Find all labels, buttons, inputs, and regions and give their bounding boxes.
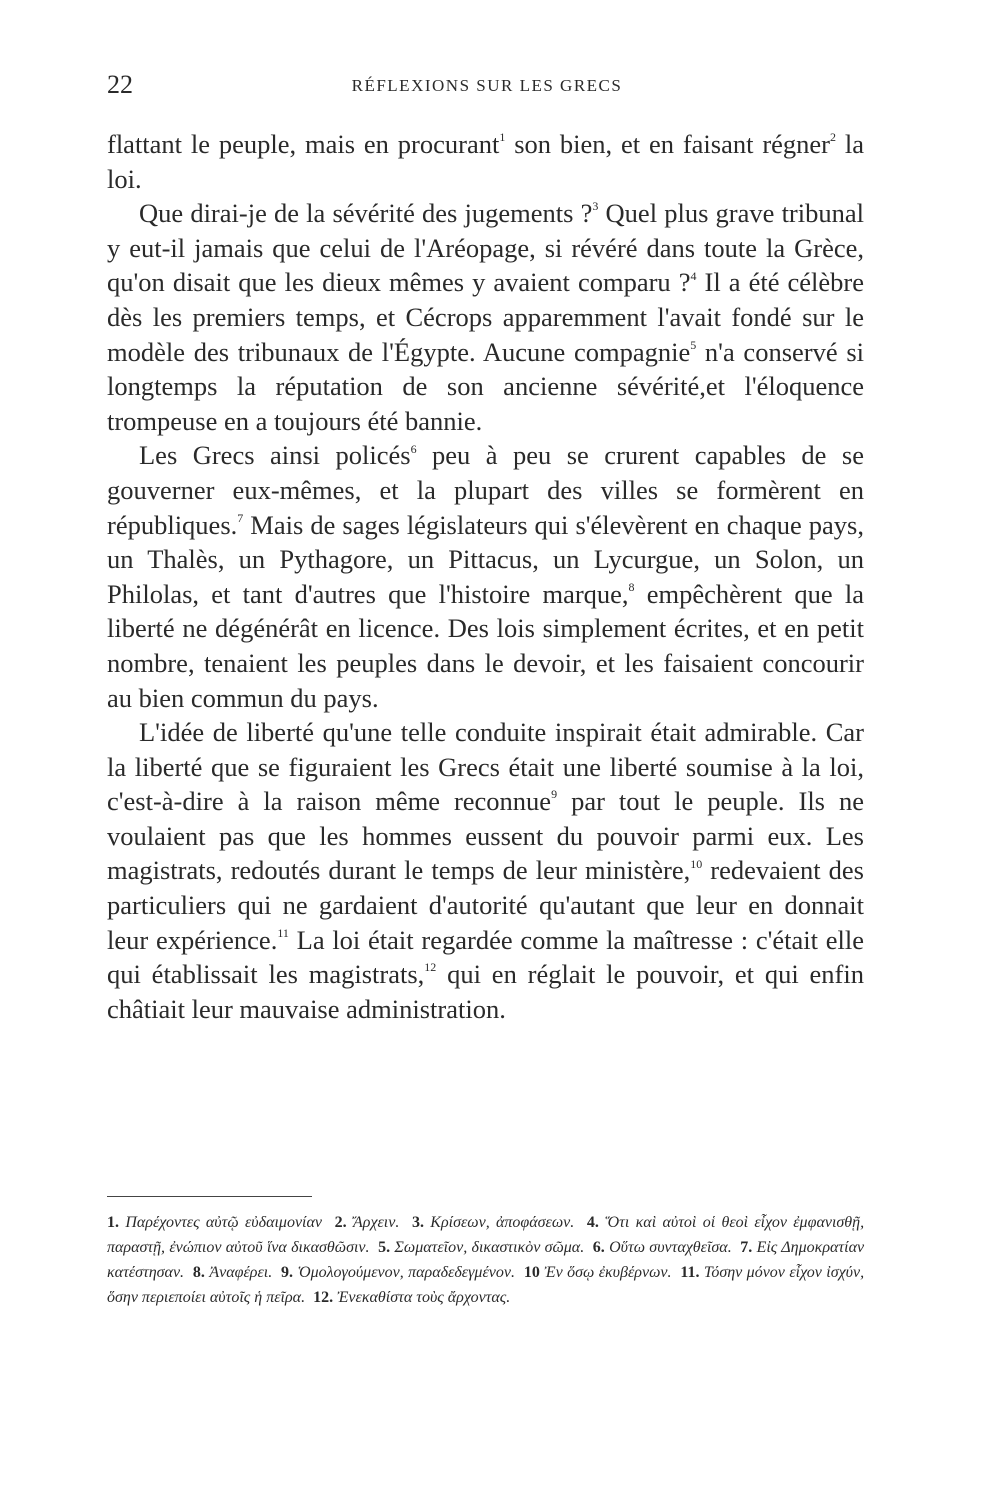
footnote-number: 4. [586, 1214, 599, 1231]
footnote-ref: 7 [237, 510, 244, 525]
footnote-text: Ἄρχειν. [352, 1214, 400, 1231]
footnote-ref: 5 [690, 337, 697, 352]
footnote-ref: 9 [551, 787, 558, 802]
footnote-divider [107, 1196, 312, 1197]
paragraph-2 [107, 196, 864, 438]
footnote-text: Οὕτω συνταχθεῖσα. [609, 1239, 732, 1256]
text-span: Mais de sages législateurs qui s'élevèrent en chaque pays, un Thalès, un Pythagore, un Pittacus, un Lycurgue, un Solon, un Philolas, et tant d'autres que l'histoire marque, [107, 509, 864, 609]
text-span: Que dirai-je de la sévérité des jugements ? [139, 198, 593, 229]
text-span: redevaient des particuliers qui ne gardaient d'autorité qu'autant que leur en donnait leur expérience. [107, 855, 864, 955]
footnote-ref: 6 [410, 441, 417, 456]
paragraph-3 [107, 438, 864, 715]
text-span: L'idée de liberté qu'une telle conduite inspirait était admirable. Car la liberté que se figuraient les Grecs était une liberté soumise à la loi, c'est-à-dire à la raison même reconnue [107, 717, 864, 817]
text-span: qui en réglait le pouvoir, et qui enfin châtiait leur mauvaise administration. [107, 959, 864, 1024]
text-span: Il a été célèbre dès les premiers temps, et Cécrops apparemment l'avait fondé sur le modèle des tribunaux de l'Égypte. Aucune compagnie [107, 267, 864, 367]
footnote-ref: 12 [424, 960, 437, 975]
page-header [107, 70, 867, 102]
running-title: RÉFLEXIONS SUR LES GRECS [351, 76, 623, 95]
footnote-ref: 4 [690, 268, 697, 283]
paragraph-4 [107, 715, 864, 1026]
footnote-number: 10 [523, 1264, 540, 1281]
footnote-number: 7. [740, 1239, 753, 1256]
footnote-number: 1. [107, 1214, 119, 1231]
footnote-number: 12. [313, 1289, 334, 1306]
footnote-number: 6. [592, 1239, 605, 1256]
footnote-text: Τόσην μόνον εἶχον ἰσχύν, ὅσην περιεποίει αὐτοῖς ἡ πεῖρα. [107, 1264, 865, 1306]
footnote-ref: 10 [690, 856, 703, 871]
text-span: la loi. [107, 129, 864, 194]
text-span: La loi était regardée comme la maîtresse : c'était elle qui établissait les magistrats, [107, 924, 864, 990]
footnote-number: 11. [680, 1264, 700, 1281]
footnote-text: Ἐνεκαθίστα τοὺς ἄρχοντας. [337, 1289, 511, 1306]
footnotes [107, 1210, 864, 1310]
text-span: par tout le peuple. Ils ne voulaient pas que les hommes eussent du pouvoir parmi eux. Les magistrats, redoutés durant le temps de leur ministère, [107, 786, 865, 886]
text-span: n'a conservé si longtemps la réputation de son ancienne sévérité,et l'éloquence trompeuse en a toujours été bannie. [107, 336, 864, 436]
paragraph-1 [107, 127, 864, 196]
footnote-text: Σωματεῖον, δικαστικὸν σῶμα. [394, 1239, 585, 1256]
footnote-number: 2. [334, 1214, 347, 1231]
body-text [107, 127, 864, 1026]
text-span: Quel plus grave tribunal y eut-il jamais que celui de l'Aréopage, si révéré dans toute la Grèce, qu'on disait que les dieux mêmes y avaient comparu ? [107, 198, 864, 298]
footnote-number: 8. [192, 1264, 205, 1281]
page-number: 22 [107, 70, 133, 99]
footnote-ref: 1 [499, 130, 506, 145]
footnote-text: Ἀναφέρει. [209, 1264, 273, 1281]
footnote-ref: 3 [592, 199, 599, 214]
footnote-text: Εἰς Δημοκρατίαν κατέστησαν. [107, 1239, 865, 1281]
footnote-ref: 11 [277, 925, 289, 940]
text-span: peu à peu se crurent capables de se gouverner eux-mêmes, et la plupart des villes se formèrent en républiques. [107, 440, 864, 540]
footnote-number: 9. [281, 1264, 294, 1281]
footnote-text: Ὅτι καὶ αὐτοὶ οἱ θεοὶ εἶχον ἐμφανισθῇ, παραστῇ, ἐνώπιον αὐτοῦ ἵνα δικασθῶσιν. [107, 1214, 865, 1256]
footnote-number: 5. [378, 1239, 391, 1256]
footnote-number: 3. [411, 1214, 424, 1231]
footnote-block [107, 1210, 864, 1310]
text-span: Les Grecs ainsi policés [139, 440, 411, 471]
footnote-text: Ἐν ὅσῳ ἐκυβέρνων. [544, 1264, 672, 1281]
text-span: empêchèrent que la liberté ne dégénérât en licence. Des lois simplement écrites, et en petit nombre, tenaient les peuples dans le devoir, et les faisaient concourir au bien commun du pays. [107, 578, 864, 713]
footnote-ref: 8 [628, 579, 635, 594]
footnote-text: Παρέχοντες αὐτῷ εὐδαιμονίαν [125, 1214, 323, 1231]
text-span: son bien, et en faisant régner [505, 129, 831, 159]
footnote-text: Ὁμολογούμενον, παραδεδεγμένον. [297, 1264, 515, 1281]
footnote-text: Κρίσεων, ἀποφάσεων. [430, 1214, 575, 1231]
footnote-ref: 2 [830, 130, 837, 145]
text-span: flattant le peuple, mais en procurant [107, 129, 500, 159]
